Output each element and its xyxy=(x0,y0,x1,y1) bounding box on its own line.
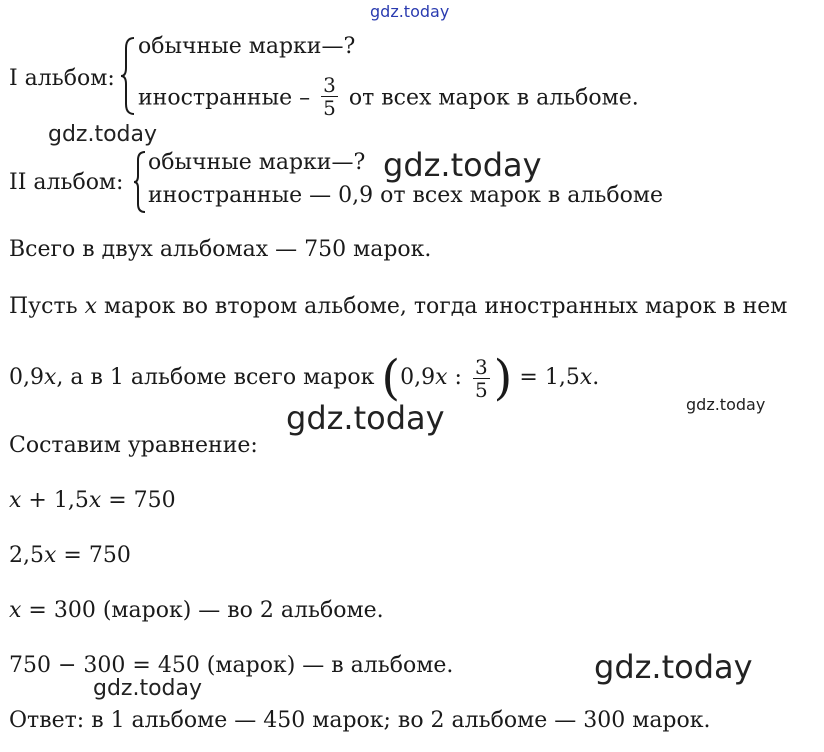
l5-a: 0,9 xyxy=(9,365,44,390)
left-paren: ( xyxy=(381,350,401,406)
album1-row2-suffix: от всех марок в альбоме. xyxy=(348,85,639,111)
l5-c: 0,9 xyxy=(400,365,436,390)
watermark-top: gdz.today xyxy=(370,2,450,21)
eq1-var-x: x xyxy=(9,488,22,513)
album1-row1: обычные марки—? xyxy=(138,34,356,59)
total-line: Всего в двух альбомах — 750 марок. xyxy=(9,237,432,262)
l5-e: = 1,5 xyxy=(512,365,580,390)
right-paren: ) xyxy=(493,350,513,406)
l5-var-x2: x xyxy=(435,365,448,390)
watermark-6: gdz.today xyxy=(93,676,203,701)
first-album-line xyxy=(9,348,599,408)
l5-d: : xyxy=(447,365,469,390)
l5-var-x3: x xyxy=(579,365,593,390)
watermark-3: gdz.today xyxy=(686,395,766,414)
album1-label: I альбом: xyxy=(9,66,115,91)
l5-frac-num: 3 xyxy=(474,354,488,379)
eq2-b: = 750 xyxy=(56,543,131,568)
album2-row1: обычные марки—? xyxy=(148,150,366,175)
album2-brace xyxy=(133,150,147,214)
eq1-var-x2: x xyxy=(88,488,102,513)
album1-fraction xyxy=(321,74,338,119)
eq2-a: 2,5 xyxy=(9,543,44,568)
album1-frac-den: 5 xyxy=(323,96,336,120)
album1-brace xyxy=(120,36,136,116)
compose-line: Составим уравнение: xyxy=(9,433,258,458)
album2-row2: иностранные — 0,9 от всех марок в альбоме xyxy=(148,183,663,208)
l5-var-x: x xyxy=(44,365,57,390)
album1-row2 xyxy=(138,73,639,128)
let-text-a: Пусть xyxy=(9,294,85,319)
l5-f: . xyxy=(592,365,600,390)
equation-1 xyxy=(9,488,176,514)
equation-4: 750 − 300 = 450 (марок) — в альбоме. xyxy=(9,653,454,678)
eq2-var-x: x xyxy=(44,543,57,568)
l5-frac-den: 5 xyxy=(474,377,488,402)
watermark-4: gdz.today xyxy=(286,399,445,437)
album1-row2-prefix: иностранные – xyxy=(138,85,311,111)
watermark-5: gdz.today xyxy=(594,648,753,686)
watermark-1: gdz.today xyxy=(48,122,158,147)
l5-fraction xyxy=(473,356,490,401)
var-x: x xyxy=(84,294,98,319)
let-text-b: марок во втором альбоме, тогда иностранных марок в нем xyxy=(97,294,788,319)
let-line xyxy=(9,294,787,320)
l5-b: , а в 1 альбоме всего марок xyxy=(56,365,382,390)
eq3-b: = 300 (марок) — во 2 альбоме. xyxy=(21,598,384,623)
equation-2 xyxy=(9,543,131,569)
eq1-b: + 1,5 xyxy=(21,488,89,513)
watermark-2: gdz.today xyxy=(383,146,542,184)
answer-line: Ответ: в 1 альбоме — 450 марок; во 2 альбоме — 300 марок. xyxy=(9,708,711,733)
album2-label: II альбом: xyxy=(9,170,124,195)
eq1-c: = 750 xyxy=(101,488,176,513)
eq3-var-x: x xyxy=(9,598,22,623)
equation-3 xyxy=(9,598,384,624)
album1-frac-num: 3 xyxy=(323,73,336,97)
